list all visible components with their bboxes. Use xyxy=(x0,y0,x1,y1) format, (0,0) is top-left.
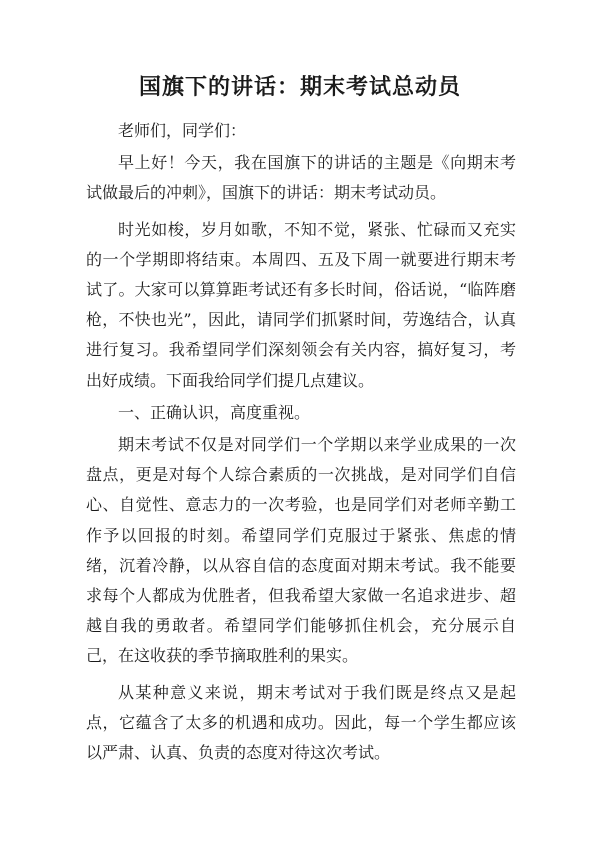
document-title: 国旗下的讲话：期末考试总动员 xyxy=(138,74,461,100)
salutation-paragraph: 老师们，同学们： xyxy=(118,121,247,140)
intro-paragraph: 时光如梭，岁月如歌，不知不觉，紧张、忙碌而又充实的一个学期即将结束。本周四、五及下周一就要进行期末考试了。大家可以算算距考试还有多长时间，俗话说，“临阵磨枪，不快也光”，因此，请同学们抓紧时间，劳逸结合，认真进行复习。我希望同学们深刻领会有关内容，搞好复习，考出好成绩。下面我给同学们提几点建议。 xyxy=(86,219,516,390)
document-body xyxy=(86,116,516,770)
greeting-paragraph: 早上好！今天，我在国旗下的讲话的主题是《向期末考试做最后的冲刺》，国旗下的讲话：期末考试动员。 xyxy=(86,153,516,203)
section-1-paragraph: 期末考试不仅是对同学们一个学期以来学业成果的一次盘点，更是对每个人综合素质的一次挑战，是对同学们自信心、自觉性、意志力的一次考验，也是同学们对老师辛勤工作予以回报的时刻。希望同学们克服过于紧张、焦虑的情绪，沉着冷静，以从容自信的态度面对期末考试。我不能要求每个人都成为优胜者，但我希望大家做一名追求进步、超越自我的勇敢者。希望同学们能够抓住机会，充分展示自己，在这收获的季节摘取胜利的果实。 xyxy=(86,435,516,666)
section-heading-1: 一、正确认识，高度重视。 xyxy=(118,402,311,422)
closing-paragraph: 从某种意义来说，期末考试对于我们既是终点又是起点，它蕴含了太多的机遇和成功。因此，每一个学生都应该以严肃、认真、负责的态度对待这次考试。 xyxy=(86,682,516,763)
